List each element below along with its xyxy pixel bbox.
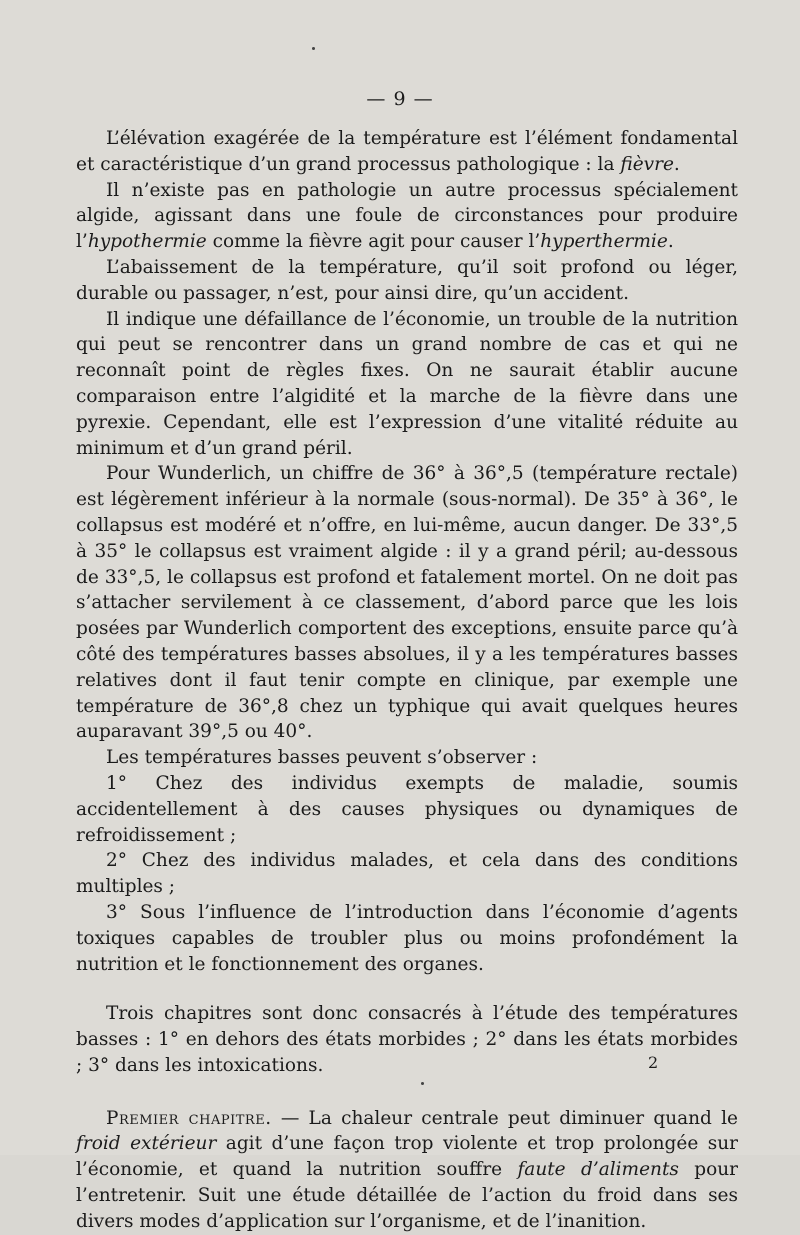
paragraph-10: Trois chapitres sont donc consacrés à l’étude des températures basses : 1° en dehors des états morbides ; 2° dans les états morbides ; 3° dans les intoxications. — [76, 1003, 738, 1076]
signature-mark: 2 — [648, 1053, 659, 1072]
chapter-heading: Premier chapitre. — [106, 1107, 272, 1129]
ink-speck — [312, 47, 315, 50]
text-body — [76, 126, 738, 1235]
paragraph-1: L’élévation exagérée de la température est l’élément fondamental et caractéristique d’un grand processus pathologique : la fièvre. — [76, 128, 738, 175]
paragraph-8: 2° Chez des individus malades, et cela dans des conditions multiples ; — [76, 850, 738, 898]
emphasis: faute d’aliments — [517, 1159, 679, 1181]
paragraph-9: 3° Sous l’influence de l’introduction dans l’économie d’agents toxiques capables de troubler plus ou moins profondément la nutrition et le fonctionnement des organes. — [76, 901, 738, 975]
paragraph-7: 1° Chez des individus exempts de maladie, soumis accidentellement à des causes physiques ou dynamiques de refroidissement ; — [76, 772, 738, 846]
paragraph-5: Pour Wunderlich, un chiffre de 36° à 36°,5 (température rectale) est légèrement inférieur à la normale (sous-normal). De 35° à 36°, le collapsus est modéré et n’offre, en lui-même, aucun danger. De 33°,5 à 35° le collapsus est vraiment algide : il y a grand péril; au-dessous de 33°,5, le collapsus est profond et fatalement mortel. On ne doit pas s’attacher servilement à ce classement, d’abord parce que les lois posées par Wunderlich comportent des exceptions, ensuite parce qu’à côté des températures basses absolues, il y a les températures basses relatives dont il faut tenir compte en clinique, par exemple une température de 36°,8 chez un typhique qui avait quelques heures auparavant 39°,5 ou 40°. — [76, 463, 738, 743]
paragraph-3: L’abaissement de la température, qu’il soit profond ou léger, durable ou passager, n’est, pour ainsi dire, qu’un accident. — [76, 256, 738, 304]
emphasis: froid extérieur — [76, 1133, 217, 1155]
paragraph-11: Premier chapitre. — La chaleur centrale peut diminuer quand le froid extérieur agit d’une façon trop violente et trop prolongée sur l’économie, et quand la nutrition souffre faute d’aliments pour l’entretenir. Suit une étude détaillée de l’action du froid dans ses divers modes d’application sur l’organisme, et de l’inanition. — [76, 1107, 739, 1232]
page-number: — 9 — — [366, 88, 434, 110]
paragraph-2: Il n’existe pas en pathologie un autre processus spécialement algide, agissant dans une foule de circonstances pour produire l’hypothermie comme la fièvre agit pour causer l’hyperthermie. — [76, 179, 738, 253]
paragraph-4: Il indique une défaillance de l’économie, un trouble de la nutrition qui peut se rencontrer dans un grand nombre de cas et qui ne reconnaît point de règles fixes. On ne saurait établir aucune comparaison entre l’algidité et la marche de la fièvre dans une pyrexie. Cependant, elle est l’expression d’une vitalité réduite au minimum et d’un grand péril. — [76, 308, 738, 459]
emphasis: hyperthermie — [540, 231, 668, 253]
emphasis: fièvre — [620, 153, 674, 175]
paragraph-6: Les températures basses peuvent s’observer : — [106, 747, 538, 769]
emphasis: hypothermie — [87, 231, 207, 253]
